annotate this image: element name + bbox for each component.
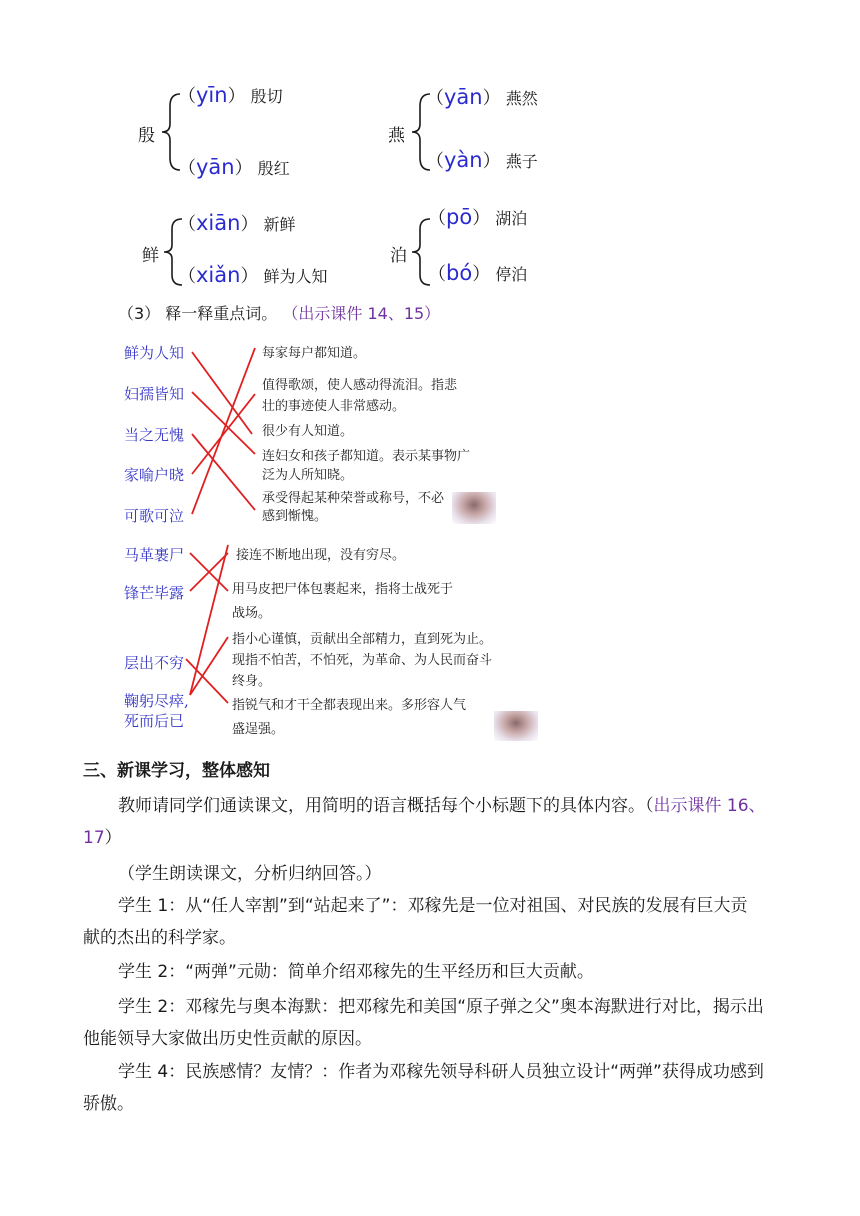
definition-item: 泛为人所知晓。 [262, 468, 354, 483]
reading-row: （xiān） 新鲜 [178, 211, 296, 235]
definition-item: 现指不怕苦，不怕死，为革命、为人民而奋斗 [232, 653, 493, 668]
definition-item: 值得歌颂，使人感动得流泪。指悲 [262, 378, 458, 393]
answer-line: 学生 1：从“任人宰割”到“站起来了”：邓稼先是一位对祖国、对民族的发展有巨大贡 [118, 896, 748, 916]
mushroom-cloud-icon [494, 711, 538, 741]
word-item: 鲜为人知 [124, 344, 185, 362]
reading-row: （bó） 停泊 [428, 261, 528, 285]
word-item: 可歌可泣 [124, 507, 185, 525]
intro-paragraph-cont: 17） [83, 828, 122, 848]
definition-item: 承受得起某种荣誉或称号，不必 [262, 491, 445, 506]
definition-item: 接连不断地出现，没有穷尽。 [236, 548, 406, 563]
match-exercise-2 [100, 535, 540, 745]
section-title: 三、新课学习，整体感知 [83, 761, 270, 781]
reading-row: （pō） 湖泊 [428, 205, 528, 229]
intro-paragraph: 教师请同学们通读课文，用简明的语言概括每个小标题下的具体内容。（出示课件 16、 [118, 796, 766, 816]
definition-item: 连妇女和孩子都知道。表示某事物广 [262, 449, 471, 464]
word-item: 鞠躬尽瘁, [124, 692, 189, 710]
reading-row: （yān） 殷红 [178, 155, 290, 179]
word-item: 死而后已 [124, 712, 185, 730]
answer-line: 学生 2：邓稼先与奥本海默：把邓稼先和美国“原子弹之父”奥本海默进行对比，揭示出 [118, 997, 764, 1017]
definition-item: 用马皮把尸体包裹起来，指将士战死于 [232, 582, 454, 597]
char-xian: 鲜 [142, 246, 159, 266]
definition-item: 盛逞强。 [232, 722, 285, 737]
answer-line: 骄傲。 [83, 1094, 134, 1114]
definition-item: 感到惭愧。 [262, 509, 328, 524]
student-prompt: （学生朗读课文，分析归纳回答。） [118, 864, 382, 884]
definition-item: 壮的事迹使人非常感动。 [262, 399, 406, 414]
word-item: 当之无愧 [124, 426, 185, 444]
definition-item: 指小心谨慎，贡献出全部精力，直到死为止。 [232, 632, 493, 647]
word-item: 家喻户晓 [124, 466, 185, 484]
answer-line: 学生 4：民族感情？友情？：作者为邓稼先领导科研人员独立设计“两弹”获得成功感到 [118, 1062, 764, 1082]
answer-line: 献的杰出的科学家。 [83, 928, 236, 948]
definition-item: 终身。 [232, 674, 272, 689]
definition-item: 每家每户都知道。 [262, 346, 367, 361]
step3-heading: （3） 释一释重点词。 （出示课件 14、15） [118, 304, 441, 323]
word-item: 锋芒毕露 [124, 584, 185, 602]
definition-item: 很少有人知道。 [262, 424, 354, 439]
char-bo: 泊 [390, 246, 407, 266]
match-exercise-1 [100, 330, 520, 530]
char-yan: 燕 [388, 126, 405, 146]
definition-item: 指锐气和才干全都表现出来。多形容人气 [232, 698, 467, 713]
reading-row: （yān） 燕然 [426, 85, 538, 109]
reading-row: （yīn） 殷切 [178, 83, 283, 107]
answer-line: 学生 2：“两弹”元勋：简单介绍邓稼先的生平经历和巨大贡献。 [118, 962, 594, 982]
word-item: 层出不穷 [124, 654, 185, 672]
word-item: 妇孺皆知 [124, 385, 185, 403]
definition-item: 战场。 [232, 606, 272, 621]
reading-row: （xiǎn） 鲜为人知 [178, 263, 328, 287]
char-yin: 殷 [138, 126, 155, 146]
answer-line: 他能领导大家做出历史性贡献的原因。 [83, 1029, 372, 1049]
reading-row: （yàn） 燕子 [426, 148, 538, 172]
word-item: 马革裹尸 [124, 546, 185, 564]
mushroom-cloud-icon [452, 492, 496, 524]
